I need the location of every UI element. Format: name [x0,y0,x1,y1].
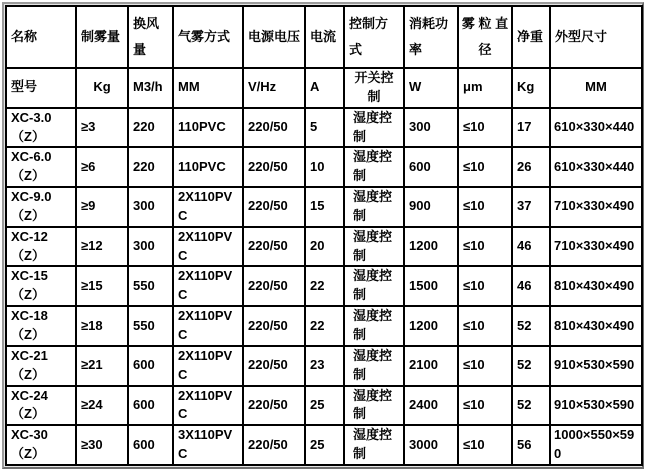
value-cell: 5 [305,108,344,148]
value-cell: 220/50 [243,187,305,227]
column-header-2: 制雾量 [76,6,128,68]
value-cell: ≥30 [76,425,128,465]
value-cell: 湿度控制 [344,108,404,148]
value-cell: 湿度控制 [344,266,404,306]
value-cell: 2X110PVC [173,187,243,227]
model-cell: XC-12（Z） [6,227,76,267]
table-row [6,147,642,187]
value-cell: 15 [305,187,344,227]
column-header-8: 消耗功率 [404,6,458,68]
value-cell: 湿度控制 [344,147,404,187]
value-cell: ≤10 [458,187,512,227]
value-cell: 220/50 [243,386,305,426]
unit-cell-4: MM [173,68,243,108]
value-cell: 550 [128,306,173,346]
value-cell: 2400 [404,386,458,426]
unit-cell-1: 型号 [6,68,76,108]
unit-row [6,68,642,108]
table-row [6,266,642,306]
value-cell: 37 [512,187,550,227]
value-cell: 1500 [404,266,458,306]
value-cell: 300 [404,108,458,148]
value-cell: 湿度控制 [344,386,404,426]
value-cell: 600 [128,386,173,426]
value-cell: 220/50 [243,266,305,306]
column-header-6: 电流 [305,6,344,68]
value-cell: 110PVC [173,147,243,187]
value-cell: 810×430×490 [550,266,642,306]
value-cell: 2X110PVC [173,346,243,386]
value-cell: ≤10 [458,386,512,426]
model-cell: XC-21（Z） [6,346,76,386]
unit-cell-11: MM [550,68,642,108]
value-cell: 湿度控制 [344,425,404,465]
table-row [6,346,642,386]
value-cell: 110PVC [173,108,243,148]
value-cell: 52 [512,386,550,426]
value-cell: 3X110PVC [173,425,243,465]
table-row [6,306,642,346]
value-cell: 52 [512,346,550,386]
value-cell: 22 [305,266,344,306]
value-cell: 46 [512,227,550,267]
value-cell: 湿度控制 [344,187,404,227]
value-cell: 220/50 [243,346,305,386]
model-cell: XC-3.0（Z） [6,108,76,148]
value-cell: ≤10 [458,227,512,267]
table-row [6,227,642,267]
value-cell: 550 [128,266,173,306]
table-row [6,425,642,465]
value-cell: 220 [128,147,173,187]
value-cell: 900 [404,187,458,227]
unit-cell-5: V/Hz [243,68,305,108]
value-cell: 2X110PVC [173,266,243,306]
value-cell: 600 [128,425,173,465]
value-cell: 610×330×440 [550,108,642,148]
value-cell: 26 [512,147,550,187]
value-cell: 610×330×440 [550,147,642,187]
value-cell: ≤10 [458,108,512,148]
unit-cell-3: M3/h [128,68,173,108]
value-cell: ≥18 [76,306,128,346]
value-cell: 2X110PVC [173,386,243,426]
value-cell: 1200 [404,227,458,267]
value-cell: ≤10 [458,425,512,465]
value-cell: 17 [512,108,550,148]
value-cell: 湿度控制 [344,227,404,267]
unit-cell-6: A [305,68,344,108]
value-cell: 3000 [404,425,458,465]
model-cell: XC-15（Z） [6,266,76,306]
value-cell: 10 [305,147,344,187]
model-cell: XC-9.0（Z） [6,187,76,227]
unit-cell-9: μm [458,68,512,108]
unit-cell-2: Kg [76,68,128,108]
value-cell: ≥3 [76,108,128,148]
column-header-3: 换风量 [128,6,173,68]
value-cell: 710×330×490 [550,227,642,267]
value-cell: 910×530×590 [550,386,642,426]
value-cell: ≥21 [76,346,128,386]
value-cell: 22 [305,306,344,346]
value-cell: 25 [305,425,344,465]
value-cell: 20 [305,227,344,267]
value-cell: 2X110PVC [173,306,243,346]
value-cell: 1200 [404,306,458,346]
value-cell: 220/50 [243,425,305,465]
column-header-5: 电源电压 [243,6,305,68]
table-row [6,386,642,426]
model-cell: XC-30（Z） [6,425,76,465]
value-cell: 600 [404,147,458,187]
column-header-7: 控制方式 [344,6,404,68]
value-cell: 300 [128,187,173,227]
value-cell: ≤10 [458,346,512,386]
value-cell: 2X110PVC [173,227,243,267]
value-cell: 220/50 [243,227,305,267]
product-spec-table [5,5,643,466]
value-cell: ≥24 [76,386,128,426]
value-cell: 湿度控制 [344,346,404,386]
value-cell: 52 [512,306,550,346]
value-cell: ≤10 [458,266,512,306]
model-cell: XC-18（Z） [6,306,76,346]
column-header-1: 名称 [6,6,76,68]
column-header-9: 雾 粒 直 径 [458,6,512,68]
column-header-4: 气雾方式 [173,6,243,68]
unit-cell-10: Kg [512,68,550,108]
model-cell: XC-24（Z） [6,386,76,426]
value-cell: 910×530×590 [550,346,642,386]
header-row [6,6,642,68]
column-header-10: 净重 [512,6,550,68]
spec-table-frame [2,2,644,469]
table-row [6,108,642,148]
value-cell: 46 [512,266,550,306]
value-cell: 810×430×490 [550,306,642,346]
model-cell: XC-6.0（Z） [6,147,76,187]
value-cell: 710×330×490 [550,187,642,227]
value-cell: 300 [128,227,173,267]
value-cell: 220 [128,108,173,148]
table-body [6,108,642,465]
value-cell: ≤10 [458,306,512,346]
value-cell: ≥6 [76,147,128,187]
value-cell: 25 [305,386,344,426]
value-cell: 1000×550×590 [550,425,642,465]
value-cell: 220/50 [243,108,305,148]
unit-cell-8: W [404,68,458,108]
value-cell: 湿度控制 [344,306,404,346]
table-row [6,187,642,227]
value-cell: ≤10 [458,147,512,187]
value-cell: 2100 [404,346,458,386]
value-cell: ≥12 [76,227,128,267]
value-cell: ≥9 [76,187,128,227]
column-header-11: 外型尺寸 [550,6,642,68]
value-cell: 220/50 [243,147,305,187]
value-cell: ≥15 [76,266,128,306]
value-cell: 600 [128,346,173,386]
unit-cell-7: 开关控制 [344,68,404,108]
value-cell: 23 [305,346,344,386]
value-cell: 56 [512,425,550,465]
value-cell: 220/50 [243,306,305,346]
